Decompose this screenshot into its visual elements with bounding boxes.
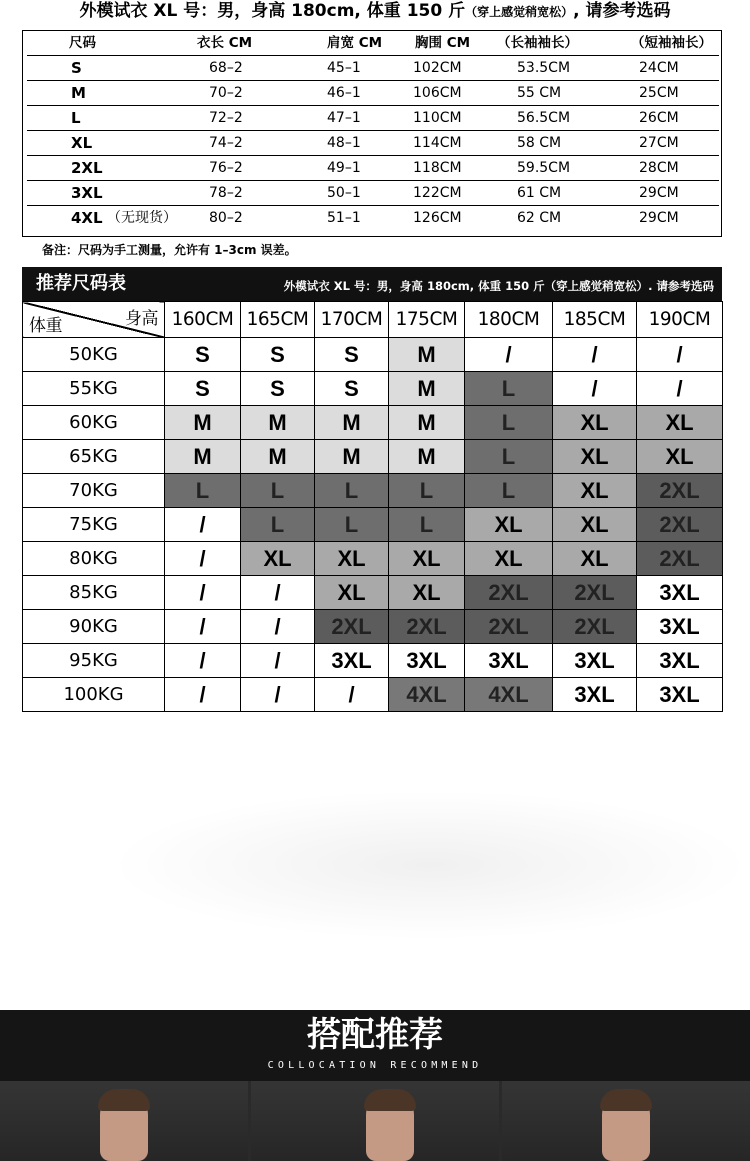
size-recommendation-cell: M: [241, 440, 315, 474]
measurement-value: 29CM: [639, 210, 679, 226]
height-header-cell: 160CM: [165, 302, 241, 338]
size-recommendation-cell: M: [315, 440, 389, 474]
measurement-value: 28CM: [639, 160, 679, 176]
measurement-value: 118CM: [413, 160, 462, 176]
size-recommendation-cell: XL: [241, 542, 315, 576]
size-recommendation-cell: 3XL: [465, 644, 553, 678]
size-recommendation-cell: /: [553, 372, 637, 406]
measurement-note: 备注：尺码为手工测量，允许有 1–3cm 误差。: [42, 243, 297, 257]
size-recommendation-cell: L: [465, 440, 553, 474]
size-recommendation-cell: XL: [637, 406, 723, 440]
size-label: 3XL: [71, 184, 103, 202]
outfit-photo-1[interactable]: [0, 1081, 248, 1161]
measurement-value: 74–2: [209, 135, 243, 151]
measurement-value: 78–2: [209, 185, 243, 201]
headline-tail: , 请参考选码: [573, 1, 671, 21]
size-recommendation-cell: L: [465, 372, 553, 406]
size-recommendation-cell: 3XL: [637, 644, 723, 678]
outfit-photo-3[interactable]: [502, 1081, 750, 1161]
weight-row: [23, 508, 723, 542]
measurement-value: 56.5CM: [517, 110, 571, 126]
size-label: XL: [71, 134, 93, 152]
measurement-value: 122CM: [413, 185, 462, 201]
size-recommendation-cell: 2XL: [637, 542, 723, 576]
measurement-row: [27, 181, 719, 206]
size-recommendation-cell: 2XL: [637, 508, 723, 542]
size-recommendation-cell: 3XL: [389, 644, 465, 678]
size-label: 4XL: [71, 209, 103, 227]
size-recommendation-cell: /: [241, 644, 315, 678]
weight-row: [23, 338, 723, 372]
weight-label: 75KG: [23, 508, 165, 542]
weight-label: 60KG: [23, 406, 165, 440]
size-recommendation-cell: M: [165, 406, 241, 440]
size-recommendation-cell: L: [165, 474, 241, 508]
outfit-photo-strip: [0, 1081, 750, 1161]
model-hair: [364, 1089, 416, 1111]
measurement-header-cell: 衣长 CM: [197, 35, 253, 51]
size-recommendation-cell: M: [241, 406, 315, 440]
measurement-value: 27CM: [639, 135, 679, 151]
size-recommendation-cell: /: [165, 508, 241, 542]
measurement-value: 26CM: [639, 110, 679, 126]
size-recommendation-cell: L: [389, 474, 465, 508]
measurement-value: 51–1: [327, 210, 361, 226]
size-recommendation-cell: XL: [315, 542, 389, 576]
corner-cell: [23, 302, 165, 338]
measurement-value: 102CM: [413, 60, 462, 76]
height-header-cell: 185CM: [553, 302, 637, 338]
measurement-row: [27, 156, 719, 181]
size-recommendation-cell: XL: [553, 508, 637, 542]
size-recommendation-cell: /: [315, 678, 389, 712]
measurement-value: 47–1: [327, 110, 361, 126]
measurement-value: 61 CM: [517, 185, 562, 201]
size-label: S: [71, 59, 82, 77]
size-recommendation-cell: S: [315, 338, 389, 372]
size-recommendation-cell: 2XL: [465, 610, 553, 644]
size-recommendation-cell: 2XL: [465, 576, 553, 610]
measurement-value: 80–2: [209, 210, 243, 226]
size-recommendation-cell: S: [165, 372, 241, 406]
weight-label: 80KG: [23, 542, 165, 576]
weight-label: 55KG: [23, 372, 165, 406]
weight-label: 90KG: [23, 610, 165, 644]
size-recommendation-cell: XL: [315, 576, 389, 610]
size-recommendation-cell: XL: [553, 406, 637, 440]
corner-weight-label: 体重: [29, 316, 62, 336]
measurement-value: 50–1: [327, 185, 361, 201]
measurement-value: 68–2: [209, 60, 243, 76]
size-recommendation-cell: S: [241, 338, 315, 372]
measurement-header-cell: （短袖袖长）: [631, 35, 712, 51]
size-recommendation-cell: 3XL: [637, 678, 723, 712]
weight-label: 70KG: [23, 474, 165, 508]
collocation-subtitle: COLLOCATION RECOMMEND: [267, 1060, 483, 1071]
model-fit-headline: [0, 0, 750, 26]
size-recommendation-cell: L: [315, 508, 389, 542]
size-note: （无现货）: [107, 210, 177, 226]
size-recommendation-cell: M: [389, 338, 465, 372]
measurement-value: 70–2: [209, 85, 243, 101]
model-hair: [600, 1089, 652, 1111]
height-header-cell: 175CM: [389, 302, 465, 338]
measurement-value: 49–1: [327, 160, 361, 176]
weight-row: [23, 678, 723, 712]
weight-label: 95KG: [23, 644, 165, 678]
size-recommendation-cell: XL: [553, 542, 637, 576]
measurement-header-row: [27, 31, 719, 56]
measurement-value: 106CM: [413, 85, 462, 101]
size-recommendation-cell: 2XL: [553, 610, 637, 644]
measurement-row: [27, 206, 719, 230]
size-recommendation-cell: /: [165, 610, 241, 644]
size-recommendation-cell: 3XL: [553, 644, 637, 678]
size-recommendation-cell: M: [389, 406, 465, 440]
size-recommendation-cell: XL: [465, 542, 553, 576]
weight-label: 65KG: [23, 440, 165, 474]
size-recommendation-cell: /: [165, 542, 241, 576]
corner-height-label: 身高: [125, 309, 158, 329]
weight-row: [23, 372, 723, 406]
size-label: L: [71, 109, 81, 127]
measurement-value: 48–1: [327, 135, 361, 151]
measurement-value: 126CM: [413, 210, 462, 226]
size-recommendation-cell: 2XL: [315, 610, 389, 644]
size-recommendation-cell: XL: [389, 542, 465, 576]
weight-row: [23, 576, 723, 610]
size-recommendation-cell: M: [389, 440, 465, 474]
size-recommendation-cell: M: [315, 406, 389, 440]
size-recommendation-cell: /: [241, 678, 315, 712]
measurement-header-cell: 胸围 CM: [415, 35, 471, 51]
measurement-row: [27, 81, 719, 106]
size-recommendation-cell: 4XL: [465, 678, 553, 712]
height-header-row: [23, 302, 723, 338]
weight-label: 100KG: [23, 678, 165, 712]
measurement-header-cell: （长袖袖长）: [497, 35, 578, 51]
measurement-value: 46–1: [327, 85, 361, 101]
measurement-value: 45–1: [327, 60, 361, 76]
size-recommendation-cell: S: [165, 338, 241, 372]
weight-row: [23, 440, 723, 474]
size-label: M: [71, 84, 86, 102]
size-label: 2XL: [71, 159, 103, 177]
collocation-title: 搭配推荐: [307, 1015, 443, 1055]
measurement-header-cell: 肩宽 CM: [327, 35, 383, 51]
size-recommendation-cell: /: [165, 678, 241, 712]
measurement-row: [27, 131, 719, 156]
recommendation-header-bar: [22, 267, 722, 301]
size-recommendation-cell: L: [465, 474, 553, 508]
measurement-value: 76–2: [209, 160, 243, 176]
weight-row: [23, 542, 723, 576]
size-recommendation-cell: 3XL: [315, 644, 389, 678]
size-recommendation-cell: XL: [637, 440, 723, 474]
size-recommendation-cell: 3XL: [553, 678, 637, 712]
measurement-value: 58 CM: [517, 135, 562, 151]
size-recommendation-cell: /: [165, 576, 241, 610]
height-header-cell: 180CM: [465, 302, 553, 338]
size-recommendation-cell: /: [465, 338, 553, 372]
size-recommendation-cell: M: [389, 372, 465, 406]
recommendation-title: 推荐尺码表: [36, 273, 126, 294]
size-recommendation-cell: /: [241, 576, 315, 610]
measurement-value: 24CM: [639, 60, 679, 76]
size-recommendation-cell: /: [165, 644, 241, 678]
measurement-value: 114CM: [413, 135, 462, 151]
size-recommendation-grid: [22, 301, 723, 712]
height-header-cell: 170CM: [315, 302, 389, 338]
size-recommendation-cell: XL: [465, 508, 553, 542]
headline-paren: （穿上感觉稍宽松）: [465, 5, 574, 19]
size-recommendation-cell: /: [553, 338, 637, 372]
size-recommendation-cell: /: [637, 372, 723, 406]
measurement-value: 62 CM: [517, 210, 562, 226]
measurement-value: 59.5CM: [517, 160, 571, 176]
size-recommendation-cell: L: [241, 474, 315, 508]
size-recommendation-cell: M: [165, 440, 241, 474]
collocation-banner: [0, 1010, 750, 1081]
measurement-value: 55 CM: [517, 85, 562, 101]
blurred-background-area: [110, 790, 750, 940]
size-recommendation-cell: 2XL: [389, 610, 465, 644]
measurement-value: 72–2: [209, 110, 243, 126]
height-header-cell: 165CM: [241, 302, 315, 338]
size-recommendation-cell: XL: [553, 440, 637, 474]
weight-row: [23, 610, 723, 644]
measurement-value: 25CM: [639, 85, 679, 101]
weight-row: [23, 644, 723, 678]
weight-label: 50KG: [23, 338, 165, 372]
size-recommendation-cell: 2XL: [637, 474, 723, 508]
height-header-cell: 190CM: [637, 302, 723, 338]
size-recommendation-cell: L: [465, 406, 553, 440]
recommendation-subtitle: 外模试衣 XL 号：男，身高 180cm, 体重 150 斤（穿上感觉稍宽松）. 请参考选码: [283, 279, 714, 293]
weight-label: 85KG: [23, 576, 165, 610]
size-recommendation-cell: L: [241, 508, 315, 542]
size-recommendation-cell: XL: [553, 474, 637, 508]
measurement-table: [22, 30, 722, 237]
size-recommendation-cell: S: [315, 372, 389, 406]
measurement-row: [27, 106, 719, 131]
size-recommendation-cell: L: [389, 508, 465, 542]
weight-row: [23, 474, 723, 508]
size-recommendation-cell: /: [241, 610, 315, 644]
model-hair: [98, 1089, 150, 1111]
measurement-header-cell: 尺码: [69, 35, 96, 51]
size-recommendation-cell: 2XL: [553, 576, 637, 610]
outfit-photo-2[interactable]: [251, 1081, 499, 1161]
size-recommendation-cell: XL: [389, 576, 465, 610]
headline-main: 外模试衣 XL 号：男，身高 180cm, 体重 150 斤: [79, 1, 466, 21]
size-recommendation-cell: S: [241, 372, 315, 406]
size-recommendation-cell: 3XL: [637, 576, 723, 610]
measurement-value: 110CM: [413, 110, 462, 126]
measurement-row: [27, 56, 719, 81]
size-recommendation-cell: L: [315, 474, 389, 508]
weight-row: [23, 406, 723, 440]
size-recommendation-cell: 4XL: [389, 678, 465, 712]
size-recommendation-cell: 3XL: [637, 610, 723, 644]
measurement-value: 29CM: [639, 185, 679, 201]
size-recommendation-cell: /: [637, 338, 723, 372]
measurement-value: 53.5CM: [517, 60, 571, 76]
